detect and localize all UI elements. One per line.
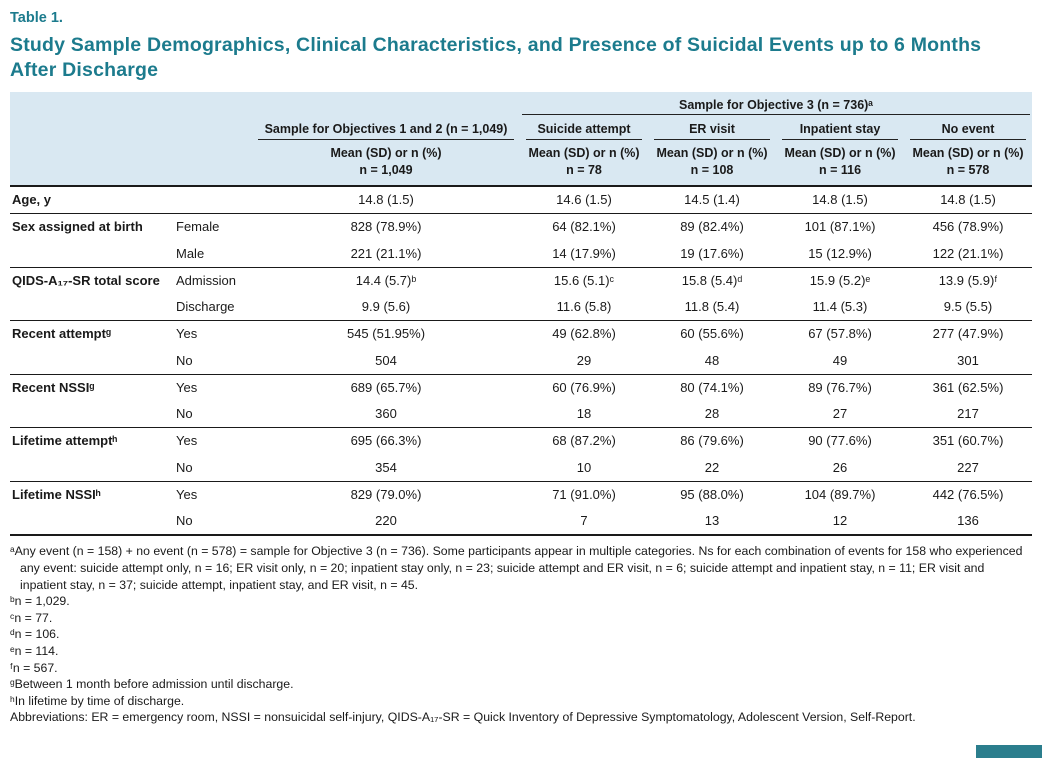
cell-value: 28 [704, 406, 720, 422]
row-label: Recent attemptᵍ [10, 321, 172, 348]
objective3-spanner-cell [520, 92, 1032, 115]
cell-value: 15 (12.9%) [808, 245, 872, 261]
footnote: ᶜn = 77. [10, 610, 53, 625]
cell-value: 22 [704, 459, 720, 475]
cell-value: 221 (21.1%) [350, 245, 422, 261]
stat-header-er-visit [648, 140, 776, 186]
colgroup-inpatient-stay [776, 115, 904, 140]
table-body [10, 186, 1032, 535]
cell-value: 80 (74.1%) [648, 374, 776, 401]
cell-value: 7 [520, 508, 648, 535]
colgroup-no-event [904, 115, 1032, 140]
colgroup-label: ER visit [654, 115, 770, 140]
cell-value: 15.6 (5.1)ᶜ [520, 267, 648, 294]
n-label: n = 578 [946, 162, 990, 177]
row-label [10, 241, 172, 268]
row-sublabel: No [176, 406, 193, 422]
cell-value: 14.4 (5.7)ᵇ [252, 267, 520, 294]
table-row [10, 241, 1032, 268]
table-row [10, 267, 1032, 294]
footnote: ᶠn = 567. [10, 660, 58, 675]
cell-value: 545 (51.95%) [252, 321, 520, 348]
cell-value: 15.8 (5.4)ᵈ [648, 267, 776, 294]
cell-value: 217 [957, 406, 979, 422]
cell-value: 14.8 (1.5) [358, 192, 414, 208]
row-label [10, 348, 172, 375]
objective3-spanner-label: Sample for Objective 3 (n = 736)ᵃ [522, 92, 1030, 115]
footnote: ʰIn lifetime by time of discharge. [10, 693, 185, 708]
cell-value: 360 [375, 406, 397, 422]
cell-value: 101 (87.1%) [776, 214, 904, 241]
cell-value: 136 [904, 508, 1032, 535]
cell-value: 828 (78.9%) [252, 214, 520, 241]
cell-value: 60 (55.6%) [648, 321, 776, 348]
stat-header-inpatient-stay [776, 140, 904, 186]
cell-value: 11.8 (5.4) [684, 299, 740, 315]
colgroup-objectives12 [252, 115, 520, 140]
colgroup-label: No event [910, 115, 1026, 140]
row-sublabel: No [176, 459, 193, 475]
row-label: QIDS-A₁₇-SR total score [10, 267, 172, 294]
row-label: Lifetime NSSIʰ [10, 481, 172, 508]
cell-value: 19 (17.6%) [680, 245, 744, 261]
table-row [10, 374, 1032, 401]
row-sublabel: No [176, 352, 193, 368]
row-sublabel: Female [172, 214, 252, 241]
cell-value: 49 (62.8%) [520, 321, 648, 348]
stat-header-objectives12 [252, 140, 520, 186]
footnotes-section [10, 536, 1032, 726]
cell-value: 12 [776, 508, 904, 535]
footnote: ᵉn = 114. [10, 643, 59, 658]
stat-label: Mean (SD) or n (%) [330, 146, 442, 161]
colgroup-label: Suicide attempt [526, 115, 642, 140]
stat-header-no-event [904, 140, 1032, 186]
row-sublabel [172, 186, 252, 214]
page-title: Study Sample Demographics, Clinical Characteristics, and Presence of Suicidal Events up to 6 Months After Discharge [10, 34, 982, 81]
cell-value: 49 [832, 352, 848, 368]
footnote: Abbreviations: ER = emergency room, NSSI = nonsuicidal self-injury, QIDS-A₁₇-SR = Quick Inventory of Depressive Symptomatology, Adolescent Version, Self-Report. [10, 710, 916, 725]
cell-value: 829 (79.0%) [252, 481, 520, 508]
row-sublabel: Yes [172, 374, 252, 401]
row-sublabel: Admission [172, 267, 252, 294]
footnote: ᵈn = 106. [10, 627, 60, 642]
footnote: ᵇn = 1,029. [10, 594, 70, 609]
row-label: Sex assigned at birth [10, 214, 172, 241]
stat-label: Mean (SD) or n (%) [912, 146, 1024, 161]
cell-value: 90 (77.6%) [776, 428, 904, 455]
row-label [10, 401, 172, 428]
cell-value: 13.9 (5.9)ᶠ [904, 267, 1032, 294]
cell-value: 14.8 (1.5) [940, 192, 996, 208]
footnote: ᵍBetween 1 month before admission until discharge. [10, 677, 294, 692]
header-blank-cell [10, 92, 520, 115]
cell-value: 26 [832, 459, 848, 475]
cell-value: 504 [375, 352, 397, 368]
stat-label: Mean (SD) or n (%) [784, 146, 896, 161]
cell-value: 11.4 (5.3) [812, 299, 868, 315]
stat-label: Mean (SD) or n (%) [528, 146, 640, 161]
table-row [10, 508, 1032, 535]
n-label: n = 108 [690, 162, 734, 177]
n-label: n = 78 [566, 162, 602, 177]
table-row [10, 294, 1032, 321]
cell-value: 48 [704, 352, 720, 368]
colgroup-suicide-attempt [520, 115, 648, 140]
stat-header-suicide-attempt [520, 140, 648, 186]
cell-value: 9.9 (5.6) [361, 299, 411, 315]
cell-value: 14.6 (1.5) [556, 192, 612, 208]
colgroup-label: Inpatient stay [782, 115, 898, 140]
cell-value: 68 (87.2%) [520, 428, 648, 455]
stat-header-row [10, 140, 1032, 186]
cell-value: 9.5 (5.5) [943, 299, 993, 315]
cell-value: 220 [252, 508, 520, 535]
stat-label: Mean (SD) or n (%) [656, 146, 768, 161]
cell-value: 60 (76.9%) [520, 374, 648, 401]
demographics-table [10, 92, 1032, 536]
spanner-row [10, 92, 1032, 115]
cell-value: 277 (47.9%) [904, 321, 1032, 348]
cell-value: 10 [576, 459, 592, 475]
row-label: Age, y [12, 192, 52, 208]
table-row [10, 321, 1032, 348]
row-sublabel: Male [176, 245, 205, 261]
cell-value: 18 [576, 406, 592, 422]
row-sublabel: No [172, 508, 252, 535]
cell-value: 301 [957, 352, 979, 368]
table-header [10, 92, 1032, 186]
table-row [10, 455, 1032, 482]
cell-value: 14.8 (1.5) [812, 192, 868, 208]
cell-value: 689 (65.7%) [252, 374, 520, 401]
cell-value: 695 (66.3%) [252, 428, 520, 455]
cell-value: 67 (57.8%) [776, 321, 904, 348]
row-sublabel: Yes [172, 428, 252, 455]
cell-value: 361 (62.5%) [904, 374, 1032, 401]
row-label: Lifetime attemptʰ [10, 428, 172, 455]
footnote: ᵃAny event (n = 158) + no event (n = 578) = sample for Objective 3 (n = 736). Some participants appear in multiple categories. Ns for each combination of events for 158 who experienced any event: suicide attempt only, n = 16; ER visit only, n = 20; inpatient stay only, n = 23; suicide attempt and ER visit, n = 6; suicide attempt and inpatient stay, n = 11; ER visit and inpatient stay, n = 37; suicide attempt, inpatient stay, and ER visit, n = 45. [10, 544, 1023, 592]
table-row [10, 214, 1032, 241]
cell-value: 64 (82.1%) [520, 214, 648, 241]
cell-value: 89 (82.4%) [648, 214, 776, 241]
table-row [10, 348, 1032, 375]
cell-value: 27 [832, 406, 848, 422]
cell-value: 456 (78.9%) [904, 214, 1032, 241]
page-corner-accent [976, 745, 1042, 758]
cell-value: 122 (21.1%) [932, 245, 1004, 261]
row-sublabel: Discharge [176, 299, 235, 315]
table-row [10, 401, 1032, 428]
row-label [10, 294, 172, 321]
cell-value: 86 (79.6%) [648, 428, 776, 455]
colgroup-er-visit [648, 115, 776, 140]
header-blank-cell [10, 115, 252, 140]
cell-value: 14.5 (1.4) [684, 192, 740, 208]
cell-value: 351 (60.7%) [904, 428, 1032, 455]
column-group-row [10, 115, 1032, 140]
table-row [10, 481, 1032, 508]
table-number-label: Table 1. [10, 10, 63, 26]
n-label: n = 116 [818, 162, 862, 177]
row-label [10, 455, 172, 482]
cell-value: 227 [957, 459, 979, 475]
table-row [10, 428, 1032, 455]
row-sublabel: Yes [172, 321, 252, 348]
row-label: Recent NSSIᵍ [10, 374, 172, 401]
cell-value: 71 (91.0%) [520, 481, 648, 508]
header-blank-cell [10, 140, 252, 186]
cell-value: 354 [375, 459, 397, 475]
cell-value: 95 (88.0%) [648, 481, 776, 508]
cell-value: 13 [648, 508, 776, 535]
cell-value: 15.9 (5.2)ᵉ [776, 267, 904, 294]
cell-value: 11.6 (5.8) [556, 299, 612, 315]
cell-value: 104 (89.7%) [776, 481, 904, 508]
table-row [10, 186, 1032, 214]
n-label: n = 1,049 [359, 162, 413, 177]
colgroup-label: Sample for Objectives 1 and 2 (n = 1,049) [258, 115, 514, 140]
row-sublabel: Yes [172, 481, 252, 508]
row-label [10, 508, 172, 535]
cell-value: 29 [576, 352, 592, 368]
cell-value: 89 (76.7%) [776, 374, 904, 401]
cell-value: 14 (17.9%) [552, 245, 616, 261]
cell-value: 442 (76.5%) [904, 481, 1032, 508]
